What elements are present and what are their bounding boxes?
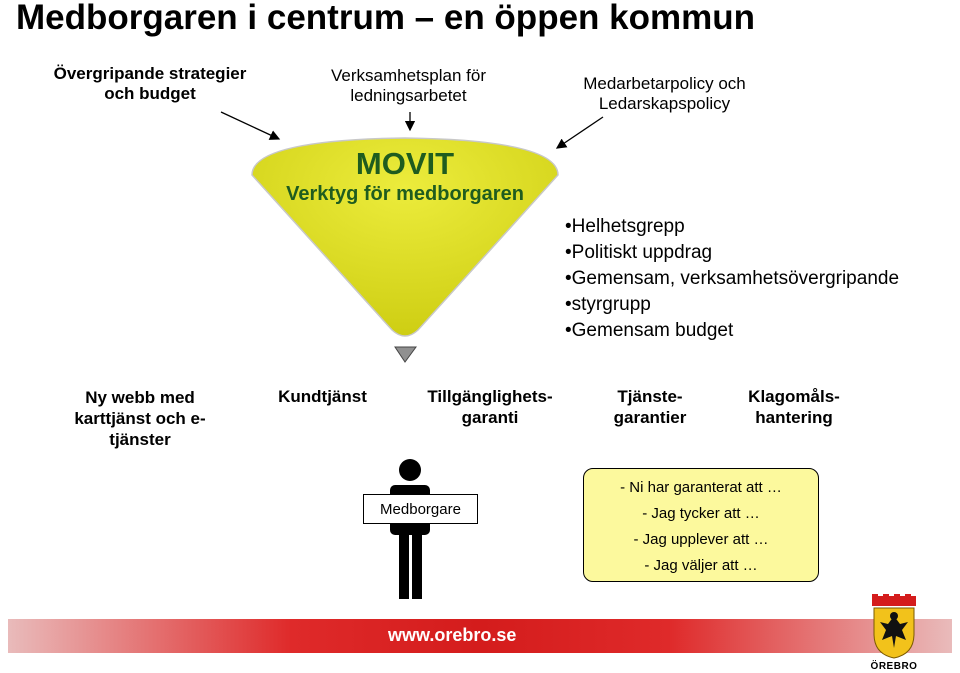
output-service-guarantees: Tjänste- garantier <box>613 387 687 427</box>
statement-item: - Ni har garanterat att … <box>620 479 782 496</box>
list-item: •Helhetsgrepp <box>565 216 685 237</box>
output-customer-service: Kundtjänst <box>278 387 367 406</box>
input-policies: Medarbetarpolicy och Ledarskapspolicy <box>583 74 746 113</box>
person-icon <box>390 459 430 599</box>
arrow-policies <box>557 117 603 148</box>
input-strategies: Övergripande strategier och budget <box>53 64 247 103</box>
citizen-label: Medborgare <box>363 494 478 524</box>
citizen-statements-box <box>583 468 819 582</box>
funnel-title: MOVIT <box>355 146 455 181</box>
list-item: •Gemensam budget <box>565 320 734 341</box>
list-item: •Gemensam, verksamhetsövergripande <box>565 268 900 289</box>
output-accessibility-guarantee: Tillgänglighets- garanti <box>427 387 553 427</box>
list-item: •styrgrupp <box>565 294 651 315</box>
output-complaints: Klagomåls- hantering <box>748 387 840 427</box>
funnel-output-triangle <box>395 347 416 362</box>
statement-item: - Jag väljer att … <box>644 557 758 574</box>
footer-url[interactable]: www.orebro.se <box>388 625 517 645</box>
principles-list <box>565 214 955 344</box>
funnel-subtitle: Verktyg för medborgaren <box>286 183 524 205</box>
page-title: Medborgaren i centrum – en öppen kommun <box>16 0 755 37</box>
crest-label: ÖREBRO <box>870 661 918 672</box>
output-web: Ny webb med karttjänst och e-tjänster <box>74 388 206 449</box>
list-item: •Politiskt uppdrag <box>565 242 713 263</box>
arrow-strategies <box>221 112 279 139</box>
input-business-plan: Verksamhetsplan för ledningsarbetet <box>331 66 486 105</box>
orebro-crest-icon <box>866 594 922 660</box>
statement-item: - Jag tycker att … <box>642 505 760 522</box>
funnel-label <box>262 146 548 206</box>
statement-item: - Jag upplever att … <box>633 531 769 548</box>
